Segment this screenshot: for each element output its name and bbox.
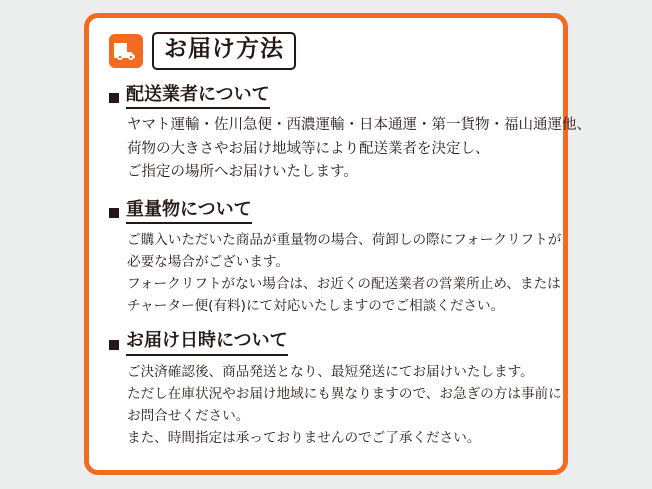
square-bullet-icon xyxy=(109,340,119,350)
body-line: フォークリフトがない場合は、お近くの配送業者の営業所止め、または xyxy=(127,276,561,293)
card-header xyxy=(109,32,547,70)
section-delivery-datetime xyxy=(109,330,562,449)
body-line: お問合せください。 xyxy=(127,407,250,424)
section-body xyxy=(127,361,562,449)
page-title: お届け方法 xyxy=(164,36,284,62)
body-line: 荷物の大きさやお届け地域等により配送業者を決定し、 xyxy=(127,140,490,157)
section-title: お届け日時について xyxy=(126,330,288,356)
body-line: ヤマト運輸・佐川急便・西濃運輸・日本通運・第一貨物・福山通運他、 xyxy=(127,117,591,134)
section-body xyxy=(127,229,562,317)
body-line: ご指定の場所へお届けいたします。 xyxy=(127,164,358,181)
body-line: チャーター便(有料)にて対応いたしますのでご相談ください。 xyxy=(127,298,505,315)
body-line: また、時間指定は承っておりませんのでご了承ください。 xyxy=(127,429,481,446)
square-bullet-icon xyxy=(109,208,119,218)
square-bullet-icon xyxy=(109,93,119,103)
card-content xyxy=(109,32,591,460)
section-body xyxy=(127,114,591,184)
section-title: 配送業者について xyxy=(126,84,270,110)
section-shipping-carriers xyxy=(109,83,591,185)
section-heading xyxy=(109,330,547,356)
body-line: ご購入いただいた商品が重量物の場合、荷卸しの際にフォークリフトが xyxy=(127,232,562,249)
page-title-box xyxy=(152,32,296,70)
body-line: 必要な場合がございます。 xyxy=(127,254,290,271)
body-line: ただし在庫状況やお届け地域にも異なりますので、お急ぎの方は事前に xyxy=(127,385,562,402)
body-line: ご決済確認後、商品発送となり、最短発送にてお届けいたします。 xyxy=(127,363,534,380)
section-heading xyxy=(109,199,547,225)
section-heavy-items xyxy=(109,198,562,318)
delivery-info-card xyxy=(84,13,591,475)
section-heading xyxy=(109,84,547,110)
delivery-truck-icon xyxy=(109,34,143,68)
section-title: 重量物について xyxy=(126,199,252,225)
